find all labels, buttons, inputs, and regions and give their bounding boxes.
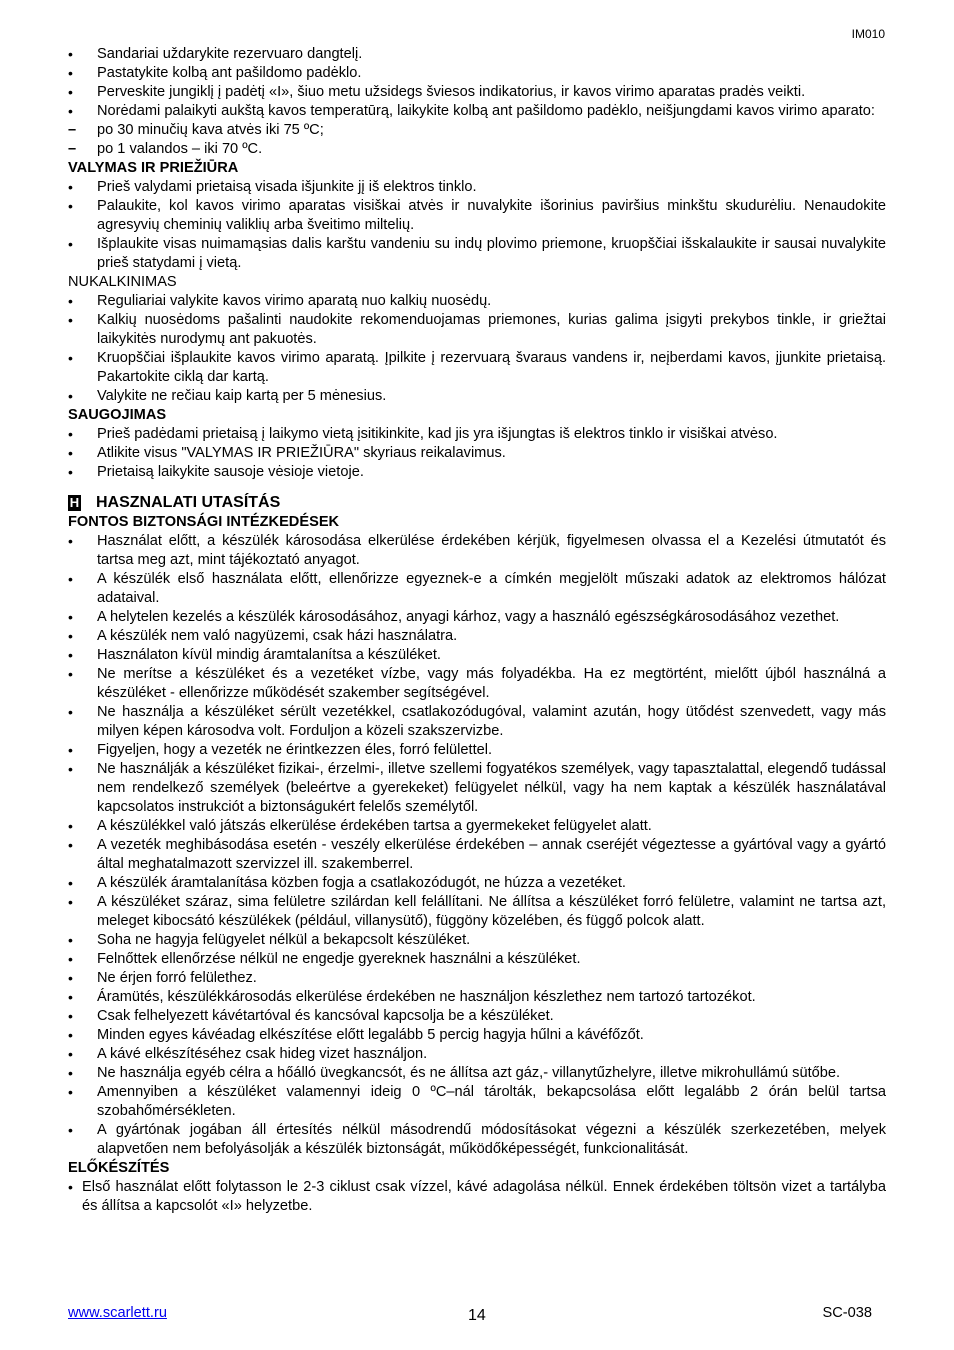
list-item: • Perveskite jungiklį į padėtį «I», šiuo metu užsidegs šviesos indikatorius, ir kavos virimo aparatas pradės veikti. <box>68 83 886 102</box>
list-item: • Ne merítse a készüléket és a vezetéket vízbe, vagy más folyadékba. Ha ez megtörtént, mielőtt újból használná a készüléket - ellenőrizze működését szakember segítségével. <box>68 665 886 703</box>
page-content <box>68 45 886 1216</box>
hu-prep-heading: ELŐKÉSZÍTÉS <box>68 1160 170 1176</box>
list-item: • Ne használja egyéb célra a hőálló üvegkancsót, és ne állítsa azt gáz,- villanytűzhelyre, illetve mikrohullámú sütőbe. <box>68 1064 886 1083</box>
document-code: IM010 <box>851 27 885 41</box>
dash-marker: – <box>68 122 77 138</box>
list-item: • Ne használják a készüléket fizikai-, érzelmi-, illetve szellemi fogyatékos személyek, vagy tapasztalattal, elegendő tudással nem rendelkező személyek (beleértve a gyerekeket) felügyelet nélkül, vagy ha nem kaptak a készülék használatával kapcsolatos instrukciót a biztonságukért felelős személytől. <box>68 760 886 817</box>
list-item: • Ne használja a készüléket sérült vezetékkel, csatlakozódugóval, valamint azután, hogy ütődést szenvedett, vagy más milyen képen károsodva volt. Forduljon a közeli szakszervizbe. <box>68 703 886 741</box>
lt-care-list <box>68 178 886 273</box>
lt-storage-heading: SAUGOJIMAS <box>68 407 167 423</box>
list-item: • Amennyiben a készüléket valamennyi ideig 0 ºC–nál tárolták, bekapcsolása előtt legalább 2 órán belül tartsa szobahőmérsékleten. <box>68 1083 886 1121</box>
dash-marker: – <box>68 141 77 157</box>
lt-storage-list <box>68 425 886 482</box>
hu-safety-heading: FONTOS BIZTONSÁGI INTÉZKEDÉSEK <box>68 514 340 530</box>
list-item: • Prietaisą laikykite sausoje vėsioje vietoje. <box>68 463 886 482</box>
list-item: • A készülék nem való nagyüzemi, csak házi használatra. <box>68 627 886 646</box>
hu-safety-list <box>68 532 886 1159</box>
list-item: • A gyártónak jogában áll értesítés nélkül másodrendű módosításokat végezni a készülék szerkezetében, melyek alapvetően nem befolyásolják a készülék biztonságát, működőképességét, funkcionalitását. <box>68 1121 886 1159</box>
list-item: • A készüléket száraz, sima felületre szilárdan kell felállítani. Ne állítsa a készüléket forró felületre, valamint ne tartsa azt, meleget kibocsátó készülékek (például, villanysütő), függöny közelében, és függő polcok alatt. <box>68 893 886 931</box>
list-item: • Palaukite, kol kavos virimo aparatas visiškai atvės ir nuvalykite išorinius paviršius minkštu skudurėliu. Nenaudokite agresyvių cheminių valiklių arba šveitimo miltelių. <box>68 197 886 235</box>
list-item: • A kávé elkészítéséhez csak hideg vizet használjon. <box>68 1045 886 1064</box>
list-item: • Atlikite visus "VALYMAS IR PRIEŽIŪRA" skyriaus reikalavimus. <box>68 444 886 463</box>
list-item: • Sandariai uždarykite rezervuaro dangtelį. <box>68 45 886 64</box>
list-item: • Kalkių nuosėdoms pašalinti naudokite rekomenduojamas priemones, kurias galima įsigyti prekybos tinkle, ir griežtai laikykitės nurodymų ant pakuotės. <box>68 311 886 349</box>
lt-intro-list <box>68 45 886 121</box>
dash-item-text: po 1 valandos – iki 70 ºC. <box>97 141 263 157</box>
list-item: • Reguliariai valykite kavos virimo aparatą nuo kalkių nuosėdų. <box>68 292 886 311</box>
hu-section-title <box>68 493 886 513</box>
list-item: • A vezeték meghibásodása esetén - veszély elkerülése érdekében – annak cseréjét végeztesse a gyártóval vagy a gyártó által meghatalmazott szervizzel ill. szakemberrel. <box>68 836 886 874</box>
list-item: • Figyeljen, hogy a vezeték ne érintkezzen éles, forró felülettel. <box>68 741 886 760</box>
list-item: • Használaton kívül mindig áramtalanítsa a készüléket. <box>68 646 886 665</box>
list-item: • A helytelen kezelés a készülék károsodásához, anyagi kárhoz, vagy a használó egészségkárosodásához vezethet. <box>68 608 886 627</box>
list-item: • Norėdami palaikyti aukštą kavos temperatūrą, laikykite kolbą ant pašildomo padėklo, neišjungdami kavos virimo aparato: <box>68 102 886 121</box>
list-item: • Áramütés, készülékkárosodás elkerülése érdekében ne használjon készlethez nem tartozó tartozékot. <box>68 988 886 1007</box>
list-item: • Pastatykite kolbą ant pašildomo padėklo. <box>68 64 886 83</box>
list-item: • A készülék első használata előtt, ellenőrizze egyeznek-e a címkén megjelölt műszaki adatok az elektromos hálózat adataival. <box>68 570 886 608</box>
list-item: • Kruopščiai išplaukite kavos virimo aparatą. Įpilkite į rezervuarą švaraus vandens ir, neįberdami kavos, įjunkite prietaisą. Pakartokite ciklą dar kartą. <box>68 349 886 387</box>
list-item: • Prieš padėdami prietaisą į laikymo vietą įsitikinkite, kad jis yra išjungtas iš elektros tinklo ir visiškai atvėso. <box>68 425 886 444</box>
hu-title-text: HASZNALATI UTASÍTÁS <box>96 494 281 511</box>
model-number: SC-038 <box>822 1305 872 1321</box>
list-item: • Első használat előtt folytasson le 2-3 ciklust csak vízzel, kávé adagolása nélkül. Ennek érdekében töltsön vizet a tartályba és állítsa a kapcsolót «I» helyzetbe. <box>68 1178 886 1216</box>
page-footer <box>68 1304 886 1326</box>
list-item: • Prieš valydami prietaisą visada išjunkite jį iš elektros tinklo. <box>68 178 886 197</box>
website-link[interactable]: www.scarlett.ru <box>68 1305 167 1321</box>
list-item: • Használat előtt, a készülék károsodása elkerülése érdekében kérjük, figyelmesen olvassa el a Kezelési útmutatót és tartsa meg azt, mint tájékoztató anyagot. <box>68 532 886 570</box>
lt-dash-list <box>68 121 886 159</box>
list-item: • Felnőttek ellenőrzése nélkül ne engedje gyereknek használni a készüléket. <box>68 950 886 969</box>
list-item: • Išplaukite visas nuimamąsias dalis karštu vandeniu su indų plovimo priemone, kruopščiai išskalaukite ir sausai nuvalykite prieš statydami į vietą. <box>68 235 886 273</box>
list-item: • Ne érjen forró felülethez. <box>68 969 886 988</box>
list-item: • Minden egyes kávéadag elkészítése előtt legalább 5 percig hagyja hűlni a kávéfőzőt. <box>68 1026 886 1045</box>
list-item: • A készülékkel való játszás elkerülése érdekében tartsa a gyermekeket felügyelet alatt. <box>68 817 886 836</box>
dash-item <box>68 140 886 159</box>
dash-item <box>68 121 886 140</box>
page-number: 14 <box>468 1307 486 1324</box>
lt-care-heading: VALYMAS IR PRIEŽIŪRA <box>68 160 239 176</box>
lt-descale-heading: NUKALKINIMAS <box>68 274 177 290</box>
language-letter-badge: H <box>69 495 80 510</box>
list-item: • A készülék áramtalanítása közben fogja a csatlakozódugót, ne húzza a vezetéket. <box>68 874 886 893</box>
list-item: • Soha ne hagyja felügyelet nélkül a bekapcsolt készüléket. <box>68 931 886 950</box>
hu-prep-list <box>68 1178 886 1216</box>
list-item: • Csak felhelyezett kávétartóval és kancsóval kapcsolja be a készüléket. <box>68 1007 886 1026</box>
lt-descale-list <box>68 292 886 406</box>
dash-item-text: po 30 minučių kava atvės iki 75 ºC; <box>97 122 324 138</box>
list-item: • Valykite ne rečiau kaip kartą per 5 mėnesius. <box>68 387 886 406</box>
